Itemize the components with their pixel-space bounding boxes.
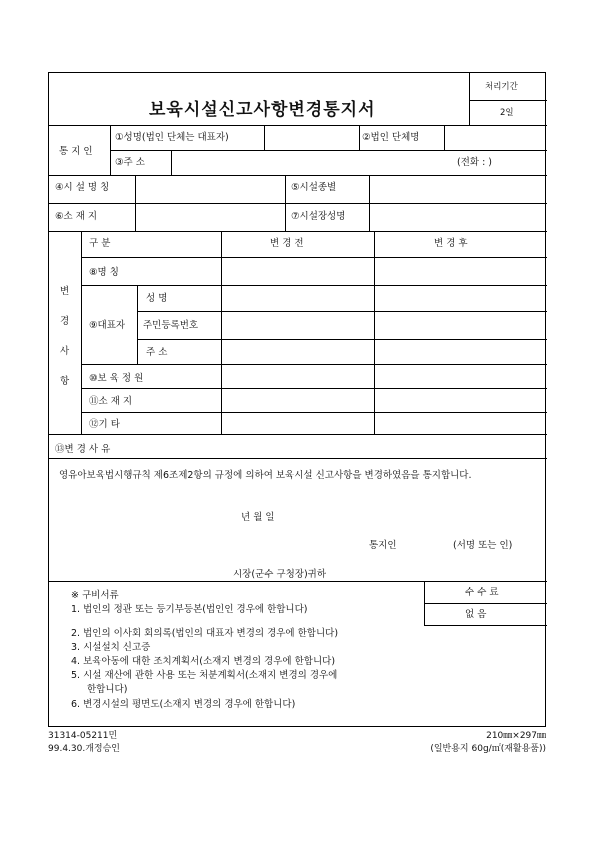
rep-id-before-field[interactable] <box>222 312 373 338</box>
location-field[interactable] <box>136 204 284 230</box>
rep-address-after-field[interactable] <box>375 340 546 363</box>
rep-address: 주 소 <box>146 347 168 358</box>
signature-label: (서명 또는 인) <box>453 540 513 551</box>
notification-form <box>48 72 546 727</box>
name-before-field[interactable] <box>222 258 373 284</box>
rep-id: 주민등록번호 <box>143 320 199 331</box>
notifier-label: 통 지 인 <box>59 146 93 157</box>
name-label: ①성명(법인 단체는 대표자) <box>115 132 229 143</box>
paper-size: 210㎜×297㎜ <box>486 731 546 741</box>
col-before: 변 경 전 <box>270 238 304 249</box>
form-title: 보육시설신고사항변경통지서 <box>149 100 376 120</box>
rep-id-after-field[interactable] <box>375 312 546 338</box>
facility-type-label: ⑤시설종별 <box>291 182 337 193</box>
document-item: 3. 시설설치 신고증 <box>71 642 151 653</box>
rep-name: 성 명 <box>146 293 168 304</box>
phone-label: (전화 : ) <box>457 157 493 168</box>
changes-side-label-4: 항 <box>60 376 70 387</box>
changes-side-label-1: 변 <box>60 286 70 297</box>
date-line: 년 월 일 <box>241 512 275 523</box>
reason-label: ⑬변 경 사 유 <box>55 444 111 455</box>
fee-label: 수 수 료 <box>465 587 499 598</box>
signer-label: 통지인 <box>369 540 397 551</box>
rep-name-before-field[interactable] <box>222 286 373 310</box>
row-other: ⑫기 타 <box>89 419 120 430</box>
row-name: ⑧명 칭 <box>89 267 119 278</box>
document-item: 4. 보육아동에 대한 조치계획서(소재지 변경의 경우에 한합니다) <box>71 656 336 667</box>
row-capacity: ⑩보 육 정 원 <box>89 373 144 384</box>
facility-name-label: ④시 설 명 칭 <box>55 182 110 193</box>
other-before-field[interactable] <box>222 413 373 433</box>
col-after: 변 경 후 <box>434 238 468 249</box>
other-after-field[interactable] <box>375 413 546 433</box>
document-item: 2. 법인의 이사회 회의록(법인의 대표자 변경의 경우에 한합니다) <box>71 628 339 639</box>
facility-name-field[interactable] <box>136 176 284 201</box>
changes-side-label-2: 경 <box>60 316 70 327</box>
document-item: 1. 법인의 정관 또는 등기부등본(법인인 경우에 한합니다) <box>71 604 308 615</box>
document-item: 6. 변경시설의 평면도(소재지 변경의 경우에 한합니다) <box>71 699 296 710</box>
director-field[interactable] <box>370 204 546 230</box>
location-after-field[interactable] <box>375 389 546 411</box>
corp-name-label: ②법인 단체명 <box>362 132 420 143</box>
changes-side-label-3: 사 <box>60 346 70 357</box>
row-location: ⑪소 재 지 <box>89 396 133 407</box>
name-after-field[interactable] <box>375 258 546 284</box>
location-label: ⑥소 재 지 <box>55 211 98 222</box>
col-category: 구 분 <box>89 238 111 249</box>
facility-type-field[interactable] <box>370 176 546 201</box>
director-label: ⑦시설장성명 <box>291 211 346 222</box>
documents-heading: ※ 구비서류 <box>71 590 119 601</box>
corp-name-field[interactable] <box>445 126 546 149</box>
processing-period-value: 2일 <box>500 108 514 118</box>
form-number: 31314-05211민 <box>48 731 118 741</box>
rep-address-before-field[interactable] <box>222 340 373 363</box>
approval-date: 99.4.30.개정승인 <box>48 744 120 754</box>
statement-paragraph: 영유아보육법시행규칙 제6조제2항의 규정에 의하여 보육시설 신고사항을 변경하였음을 통지합니다. <box>59 470 472 481</box>
capacity-after-field[interactable] <box>375 365 546 387</box>
processing-period-label: 처리기간 <box>485 82 518 92</box>
rep-label: ⑨대표자 <box>89 320 126 331</box>
document-item: 한합니다) <box>87 684 128 695</box>
address-label: ③주 소 <box>115 157 145 168</box>
reason-field[interactable] <box>222 435 546 457</box>
address-field[interactable] <box>172 151 452 174</box>
rep-name-after-field[interactable] <box>375 286 546 310</box>
signer-field[interactable] <box>405 535 449 551</box>
document-item: 5. 시설 재산에 관한 사용 또는 처분계획서(소재지 변경의 경우에 <box>71 670 338 681</box>
fee-value: 없 음 <box>465 609 487 620</box>
name-field[interactable] <box>265 126 358 149</box>
paper-type: (일반용지 60g/㎡(재활용품)) <box>430 744 546 754</box>
location-before-field[interactable] <box>222 389 373 411</box>
capacity-before-field[interactable] <box>222 365 373 387</box>
recipient: 시장(군수 구청장)귀하 <box>233 569 327 580</box>
